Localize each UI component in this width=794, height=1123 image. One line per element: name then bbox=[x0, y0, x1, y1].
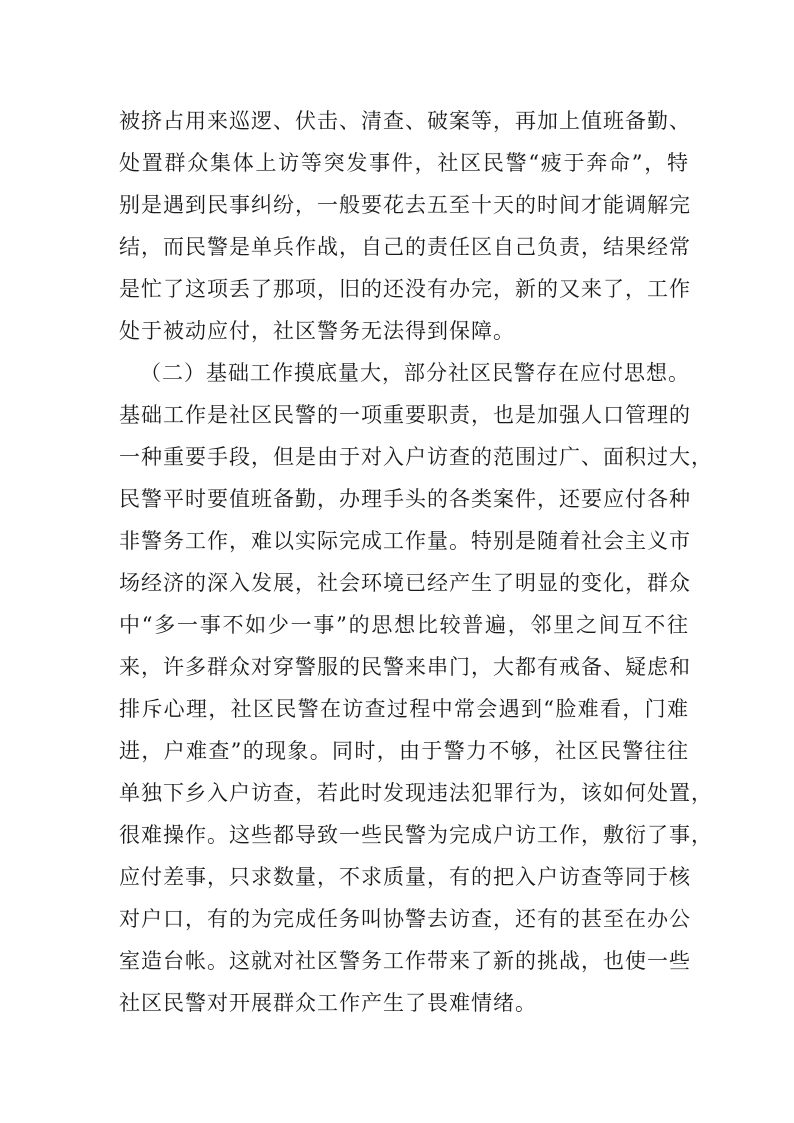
text-line: 排斥心理，社区民警在访查过程中常会遇到“脸难看，门难 bbox=[119, 697, 689, 721]
text-line: 很难操作。这些都导致一些民警为完成户访工作，敷衍了事， bbox=[119, 823, 713, 847]
text-line: 场经济的深入发展，社会环境已经产生了明显的变化，群众 bbox=[119, 571, 691, 595]
text-line: 结，而民警是单兵作战，自己的责任区自己负责，结果经常 bbox=[119, 235, 691, 259]
text-line: 对户口，有的为完成任务叫协警去访查，还有的甚至在办公 bbox=[119, 907, 691, 931]
text-line: 一种重要手段，但是由于对入户访查的范围过广、面积过大， bbox=[119, 445, 713, 469]
text-line: 是忙了这项丢了那项，旧的还没有办完，新的又来了，工作 bbox=[119, 277, 691, 301]
text-line: 被挤占用来巡逻、伏击、清查、破案等，再加上值班备勤、 bbox=[119, 109, 691, 133]
text-line: 来，许多群众对穿警服的民警来串门，大都有戒备、疑虑和 bbox=[119, 655, 691, 679]
text-line: 进，户难查”的现象。同时，由于警力不够，社区民警往往 bbox=[119, 739, 689, 763]
text-line: 中“多一事不如少一事”的思想比较普遍，邻里之间互不往 bbox=[119, 613, 689, 637]
text-line: 单独下乡入户访查，若此时发现违法犯罪行为，该如何处置， bbox=[119, 781, 713, 805]
text-line: 应付差事，只求数量，不求质量，有的把入户访查等同于核 bbox=[119, 865, 691, 889]
text-line: 处于被动应付，社区警务无法得到保障。 bbox=[119, 319, 515, 343]
text-line: 基础工作是社区民警的一项重要职责，也是加强人口管理的 bbox=[119, 403, 691, 427]
body-text bbox=[119, 100, 713, 1024]
text-line: 民警平时要值班备勤，办理手头的各类案件，还要应付各种 bbox=[119, 487, 691, 511]
section-heading: （二）基础工作摸底量大，部分社区民警存在应付思想。 bbox=[140, 361, 690, 385]
text-line: 社区民警对开展群众工作产生了畏难情绪。 bbox=[119, 991, 537, 1015]
text-line: 非警务工作，难以实际完成工作量。特别是随着社会主义市 bbox=[119, 529, 691, 553]
text-line: 室造台帐。这就对社区警务工作带来了新的挑战，也使一些 bbox=[119, 949, 691, 973]
text-line: 处置群众集体上访等突发事件，社区民警“疲于奔命”，特 bbox=[119, 151, 689, 175]
text-line: 别是遇到民事纠纷，一般要花去五至十天的时间才能调解完 bbox=[119, 193, 691, 217]
